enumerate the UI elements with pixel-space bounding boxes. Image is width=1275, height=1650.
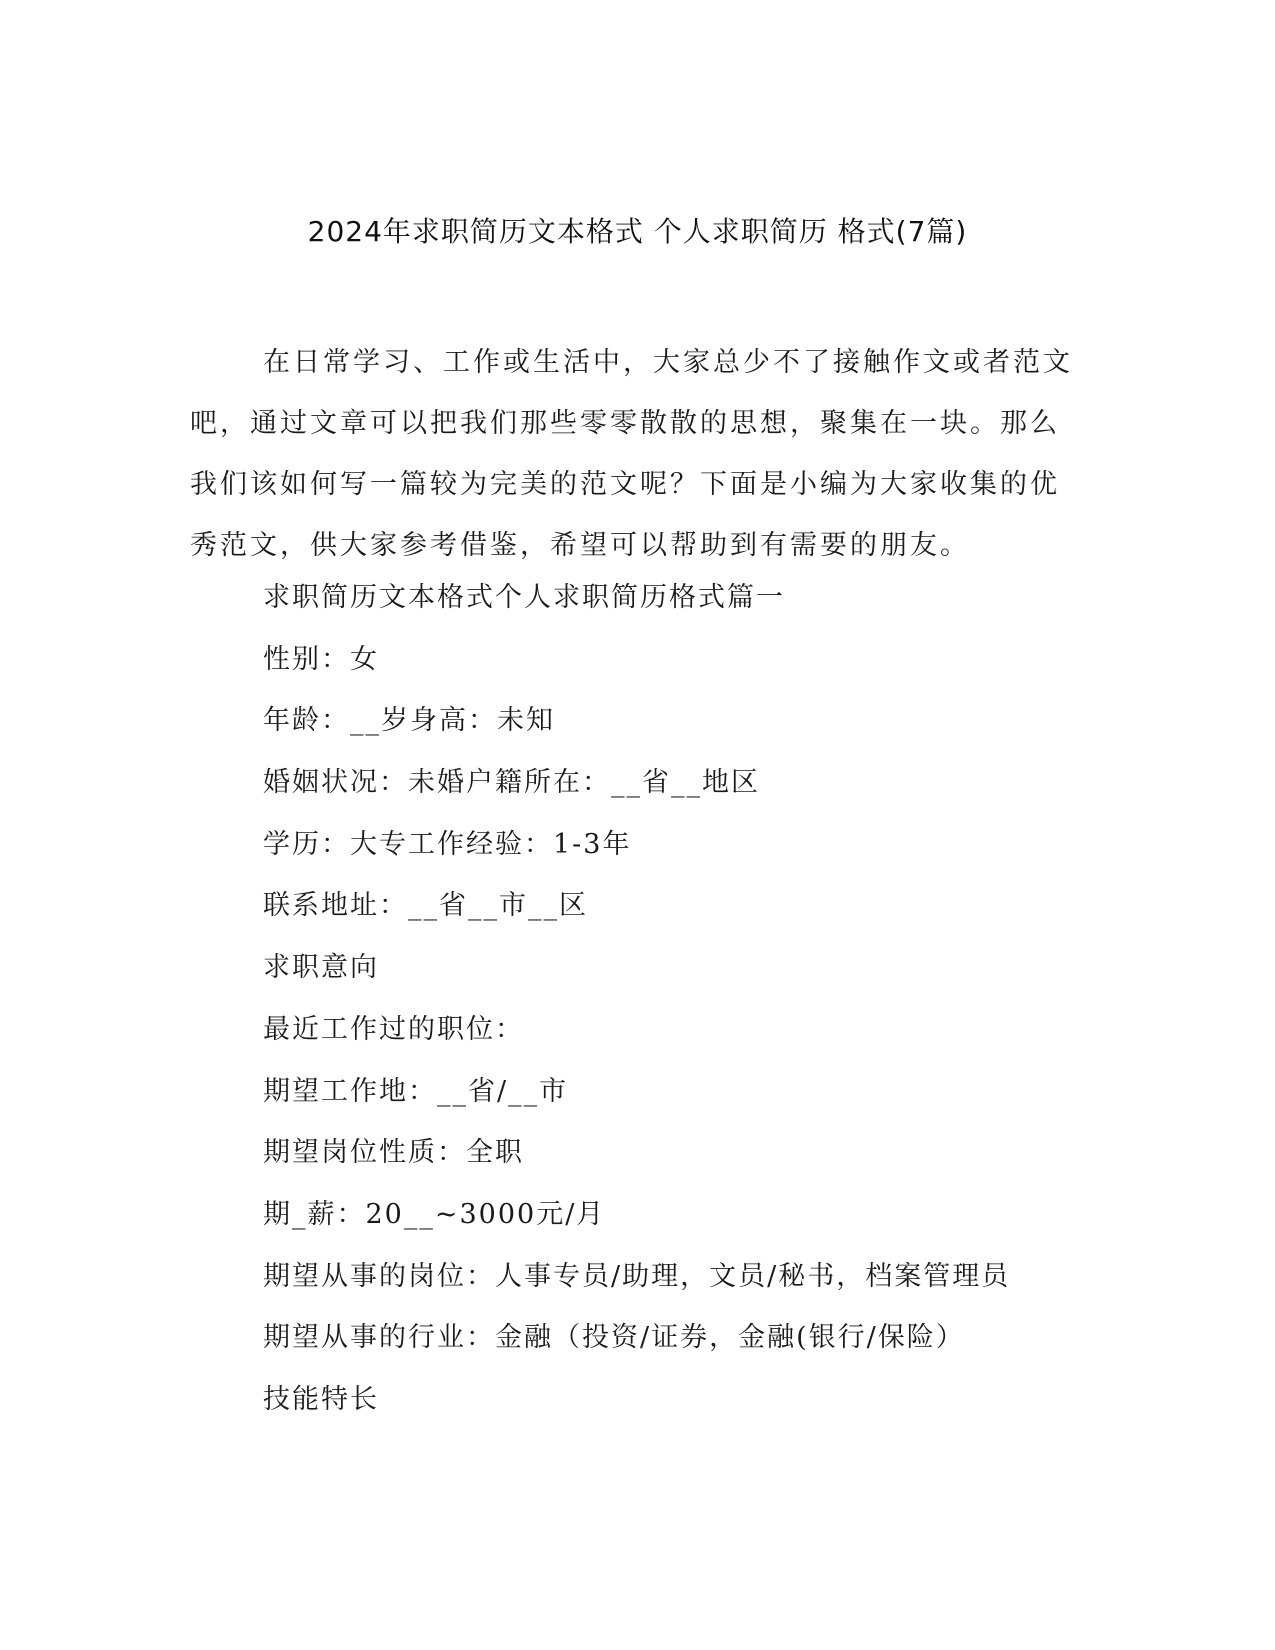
document-title: 2024年求职简历文本格式 个人求职简历 格式(7篇) bbox=[307, 215, 968, 248]
intro-paragraph: 在日常学习、工作或生活中，大家总少不了接触作文或者范文吧，通过文章可以把我们那些零零散散的思想，聚集在一块。那么我们该如何写一篇较为完美的范文呢？下面是小编为大家收集的优秀范文，供大家参考借鉴，希望可以帮助到有需要的朋友。 bbox=[190, 347, 1073, 561]
education-experience-line: 学历：大专工作经验：1-3年 bbox=[263, 828, 632, 860]
expected-industry-line: 期望从事的行业：金融（投资/证券，金融(银行/保险） bbox=[263, 1322, 965, 1354]
expected-location-line: 期望工作地：__省/__市 bbox=[263, 1075, 569, 1107]
section-heading-resume-one: 求职简历文本格式个人求职简历格式篇一 bbox=[263, 582, 785, 613]
age-height-line: 年龄：__岁身高：未知 bbox=[263, 705, 555, 737]
expected-salary-line: 期_薪：20__~3000元/月 bbox=[263, 1198, 606, 1230]
recent-position-line: 最近工作过的职位： bbox=[263, 1013, 524, 1045]
resume-lines bbox=[263, 578, 1083, 1442]
gender-line: 性别：女 bbox=[263, 643, 379, 675]
expected-position-line: 期望从事的岗位：人事专员/助理，文员/秘书，档案管理员 bbox=[263, 1260, 1011, 1292]
address-line: 联系地址：__省__市__区 bbox=[263, 890, 588, 922]
skills-heading: 技能特长 bbox=[263, 1383, 379, 1415]
marital-hukou-line: 婚姻状况：未婚户籍所在：__省__地区 bbox=[263, 767, 760, 799]
job-type-line: 期望岗位性质：全职 bbox=[263, 1137, 524, 1169]
job-intention-heading: 求职意向 bbox=[263, 952, 379, 984]
